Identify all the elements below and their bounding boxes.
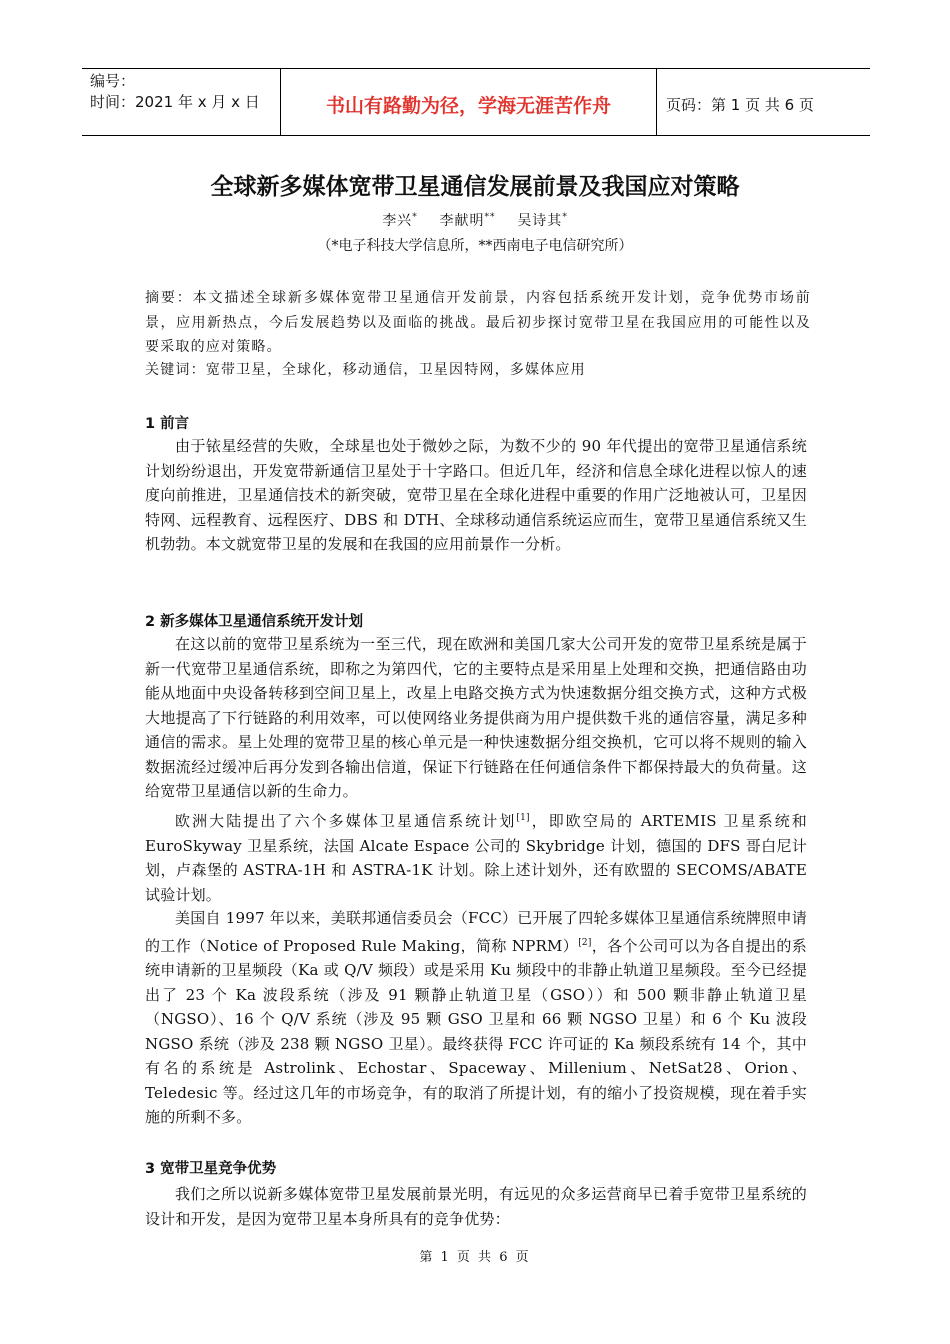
doc-number-label: 编号： [90,72,136,90]
author-affiliation: （*电子科技大学信息所，**西南电子电信研究所） [317,238,633,254]
author-mark: * [562,212,568,223]
section-heading-intro: 1 前言 [145,416,190,432]
abstract: 摘要：本文描述全球新多媒体宽带卫星通信开发前景，内容包括系统开发计划，竞争优势市场前景，应用新热点，今后发展趋势以及面临的挑战。最后初步探讨宽带卫星在我国应用的可能性以及要采取的应对策略。 [145,290,811,355]
author-name: 李献明 [439,213,485,229]
paragraph [145,906,807,1130]
paragraph: 我们之所以说新多媒体宽带卫星发展前景光明，有远见的众多运营商早已着手宽带卫星系统的设计和开发，是因为宽带卫星本身所具有的竞争优势： [145,1185,807,1228]
header-divider [656,69,657,135]
citation-ref: [2] [578,937,592,948]
section-heading-advantages: 3 宽带卫星竞争优势 [145,1161,277,1177]
paragraph-text: ，各个公司可以为各自提出的系统申请新的卫星频段（Ka 或 Q/V 频段）或是采用 Ku 频段中的非静止轨道卫星频段。至今已经提出了 23 个 Ka 波段系统（涉及 91 颗静止轨道卫星（GSO））和 500 颗非静止轨道卫星（NGSO）、16 个 Q/V 系统（涉及 95 颗 GSO 卫星和 66 颗 NGSO 卫星）和 6 个 Ku 波段 NGSO 系统（涉及 238 颗 NGSO 卫星）。最终获得 FCC 许可证的 Ka 频段系统有 14 个，其中有名的系统是 Astrolink、Echostar、Spaceway、Millenium、NetSat28、Orion、Teledesic 等。经过这几年的市场竞争，有的取消了所提计划，有的缩小了投资规模，现在着手实施的所剩不多。 [145,936,807,1126]
header-meta [90,71,282,113]
page-header [82,68,870,136]
paragraph-text: ，即欧空局的 ARTEMIS 卫星系统和 EuroSkyway 卫星系统，法国 Alcate Espace 公司的 Skybridge 计划，德国的 DFS 哥白尼计划，卢森堡的 ASTRA-1H 和 ASTRA-1K 计划。除上述计划外，还有欧盟的 SECOMS/ABATE 试验计划。 [145,812,807,904]
author-line [0,210,950,230]
author-mark: * [412,212,418,223]
paragraph-text: 美国自 1997 年以来，美联邦通信委员会（FCC）已开展了四轮多媒体卫星通信系统牌照申请的工作（Notice of Proposed Rule Making，简称 NPRM） [145,909,807,955]
page-footer: 第 1 页 共 6 页 [419,1250,531,1265]
keywords: 关键词：宽带卫星，全球化，移动通信，卫星因特网，多媒体应用 [145,362,586,378]
paragraph [145,806,807,907]
citation-ref: [1] [516,813,530,823]
author-name: 吴诗其 [517,213,563,229]
header-page-info: 页码：第 1 页 共 6 页 [666,96,814,114]
paragraph-text: 欧洲大陆提出了六个多媒体卫星通信系统计划 [175,812,517,830]
paragraph: 在这以前的宽带卫星系统为一至三代，现在欧洲和美国几家大公司开发的宽带卫星系统是属于新一代宽带卫星通信系统，即称之为第四代，它的主要特点是采用星上处理和交换，把通信路由功能从地面中央设备转移到空间卫星上，改星上电路交换方式为快速数据分组交换方式，这种方式极大地提高了下行链路的利用效率，可以使网络业务提供商为用户提供数千兆的通信容量，满足多种通信的需求。星上处理的宽带卫星的核心单元是一种快速数据分组交换机，它可以将不规则的输入数据流经过缓冲后再分发到各输出信道，保证下行链路在任何通信条件下都保持最大的负荷量。这给宽带卫星通信以新的生命力。 [145,635,807,800]
doc-date-label: 时间：2021 年 x 月 x 日 [90,93,260,111]
author-name: 李兴 [382,213,413,229]
document-title: 全球新多媒体宽带卫星通信发展前景及我国应对策略 [210,174,740,200]
section-heading-plans: 2 新多媒体卫星通信系统开发计划 [145,614,364,630]
header-motto: 书山有路勤为径，学海无涯苦作舟 [325,95,611,117]
author-mark: ** [484,212,496,223]
paragraph: 由于铱星经营的失败，全球星也处于微妙之际，为数不少的 90 年代提出的宽带卫星通信系统计划纷纷退出，开发宽带新通信卫星处于十字路口。但近几年，经济和信息全球化进程以惊人的速度向前推进，卫星通信技术的新突破，宽带卫星在全球化进程中重要的作用广泛地被认可，卫星因特网、远程教育、远程医疗、DBS 和 DTH、全球移动通信系统运应而生，宽带卫星通信系统又生机勃勃。本文就宽带卫星的发展和在我国的应用前景作一分析。 [145,437,807,553]
